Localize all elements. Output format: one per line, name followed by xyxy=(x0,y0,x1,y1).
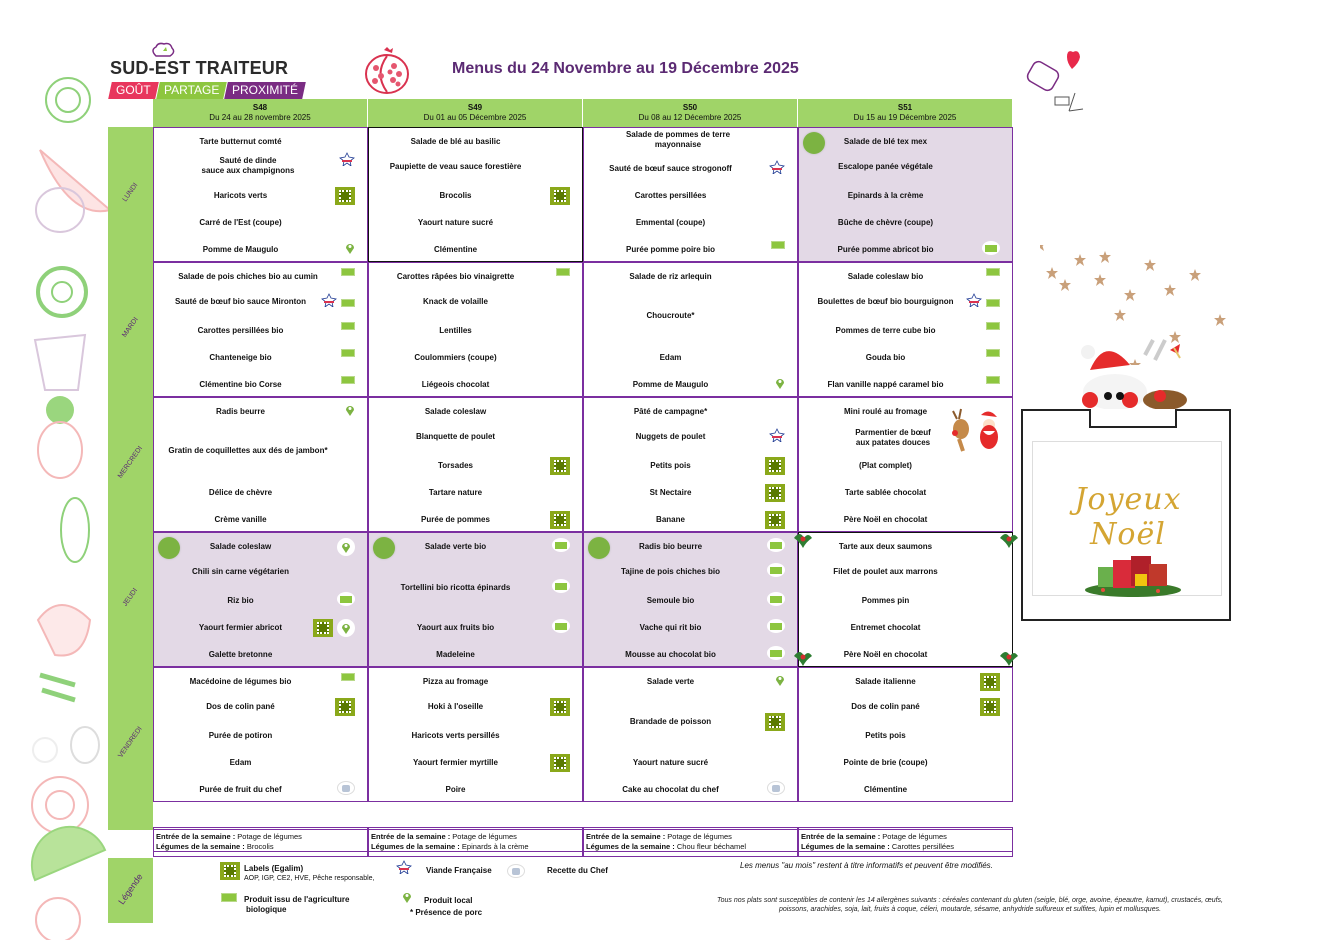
menu-table xyxy=(108,99,1015,851)
menu-item: Carottes persillées bio xyxy=(197,326,284,335)
menu-item: Chili sin carne végétarien xyxy=(192,567,289,576)
menu-cell-mercredi-s49 xyxy=(368,397,583,532)
menu-item: Tarte butternut comté xyxy=(199,137,282,146)
menu-item: Boulettes de bœuf bio bourguignon xyxy=(817,297,954,306)
bio-label-icon xyxy=(552,579,570,593)
item-badges xyxy=(552,579,570,593)
menu-item: Yaourt nature sucré xyxy=(417,218,494,227)
item-badges xyxy=(980,673,1000,691)
menu-item: Tajine de pois chiches bio xyxy=(621,567,720,576)
item-badges xyxy=(335,698,355,716)
produit-local-icon xyxy=(337,538,355,556)
reindeer-santa-icon xyxy=(945,405,1005,453)
menu-item: Salade de blé tex mex xyxy=(843,137,928,146)
week-header-s48 xyxy=(153,99,368,127)
menu-item: Gratin de coquillettes aux dés de jambon* xyxy=(168,446,328,455)
menu-item: Liégeois chocolat xyxy=(421,380,490,389)
weekly-summary-row xyxy=(153,829,1015,857)
egalim-label-icon xyxy=(765,511,785,529)
egalim-label-icon xyxy=(335,187,355,205)
menu-item: Nuggets de poulet xyxy=(635,432,706,441)
bio-label-icon xyxy=(771,241,785,249)
week-dates: Du 08 au 12 Décembre 2025 xyxy=(638,113,742,122)
menu-item: (Plat complet) xyxy=(859,461,912,470)
menu-cell-jeudi-s50 xyxy=(583,532,798,667)
menu-item: Gouda bio xyxy=(865,353,906,362)
item-badges xyxy=(765,713,785,731)
bio-label-icon xyxy=(341,322,355,330)
item-badges xyxy=(986,349,1000,357)
menu-item: Petits pois xyxy=(865,731,906,740)
santa-reindeer-icon xyxy=(1070,330,1200,410)
item-badges xyxy=(337,538,355,556)
recette-chef-icon xyxy=(767,781,785,795)
brand-name: SUD-EST TRAITEUR xyxy=(110,58,289,78)
bio-label-icon xyxy=(341,268,355,276)
menu-item: Paupiette de veau sauce forestière xyxy=(389,162,522,171)
menu-item: Salade de pois chiches bio au cumin xyxy=(178,272,318,281)
item-badges xyxy=(767,592,785,606)
item-badges xyxy=(341,349,355,357)
egalim-label-icon xyxy=(550,511,570,529)
menu-item: Escalope panée végétale xyxy=(838,162,933,171)
menu-item: Clémentine bio Corse xyxy=(199,380,282,389)
menu-cell-vendredi-s50 xyxy=(583,667,798,802)
menu-item: Emmental (coupe) xyxy=(635,218,706,227)
week-headers xyxy=(153,99,1015,127)
menu-item: Purée de potiron xyxy=(208,731,273,740)
menu-item: Clémentine xyxy=(863,785,908,794)
item-badges xyxy=(982,241,1000,255)
week-dates: Du 15 au 19 Décembre 2025 xyxy=(853,113,957,122)
menu-item: Haricots verts persillés xyxy=(411,731,500,740)
item-badges xyxy=(765,511,785,529)
menu-cell-lundi-s48 xyxy=(153,127,368,262)
item-badges xyxy=(550,698,570,716)
menu-item: Yaourt aux fruits bio xyxy=(416,623,495,632)
bio-label-icon xyxy=(767,646,785,660)
menu-item: Carottes râpées bio vinaigrette xyxy=(396,272,515,281)
item-badges xyxy=(769,428,785,447)
menu-item: Père Noël en chocolat xyxy=(843,515,928,524)
menu-item: Macédoine de légumes bio xyxy=(189,677,292,686)
menu-item: Chanteneige bio xyxy=(209,353,272,362)
produit-local-icon xyxy=(345,403,355,421)
bio-label-icon xyxy=(767,592,785,606)
allergens-notice: Tous nos plats sont susceptibles de contenir les 14 allergènes suivants : céréales contenant du gluten (seigle, blé, orge, avoine, épeautre, kamut), crustacés, œufs, poissons, arachides, soja, lait, fruits à coque, céleri, moutarde, sésame, anhydride sulfureux et sulfites, lupin et mollusques. xyxy=(717,897,1223,913)
menu-item: Epinards à la crème xyxy=(847,191,924,200)
brand-tagline xyxy=(110,82,305,99)
christmas-card-tab xyxy=(1089,409,1177,428)
item-badges xyxy=(339,152,355,171)
item-badges xyxy=(550,457,570,475)
menu-item: Purée pomme abricot bio xyxy=(837,245,934,254)
menu-cell-mardi-s49 xyxy=(368,262,583,397)
produit-local-icon xyxy=(402,891,412,903)
weekly-summary-s48: Entrée de la semaine : Potage de légumes Légumes de la semaine : Brocolis xyxy=(153,829,368,857)
item-badges xyxy=(556,268,570,276)
bio-label-icon xyxy=(986,322,1000,330)
day-label-mardi: MARDI xyxy=(121,316,140,339)
item-badges xyxy=(341,322,355,330)
chef-hat-heart-icon xyxy=(1025,45,1090,115)
item-badges xyxy=(345,403,355,421)
legend-labels-title: Labels (Egalim) xyxy=(244,864,304,873)
menu-item: Purée de pommes xyxy=(421,515,490,524)
menu-item: Sauté de bœuf bio sauce Mironton xyxy=(174,297,307,306)
menu-item: Poire xyxy=(445,785,466,794)
legend-bio xyxy=(244,895,349,915)
egalim-label-icon xyxy=(550,187,570,205)
item-badges xyxy=(767,538,785,552)
item-badges xyxy=(550,511,570,529)
menu-item: St Nectaire xyxy=(649,488,692,497)
viande-francaise-icon xyxy=(769,428,785,447)
egalim-label-icon xyxy=(765,713,785,731)
menu-item: Dos de colin pané xyxy=(851,702,920,711)
bio-label-icon xyxy=(221,893,237,902)
item-badges xyxy=(767,781,785,795)
item-badges xyxy=(765,457,785,475)
menu-item: Semoule bio xyxy=(646,596,695,605)
produit-local-icon xyxy=(775,376,785,394)
item-badges xyxy=(980,698,1000,716)
item-badges xyxy=(966,293,1000,312)
menu-item: Sauté de bœuf sauce strogonoff xyxy=(609,164,732,173)
menu-item: Hoki à l'oseille xyxy=(427,702,484,711)
menu-item: Parmentier de bœuf aux patates douces xyxy=(855,428,931,447)
menu-item: Brocolis xyxy=(439,191,472,200)
weekly-summary-s51: Entrée de la semaine : Potage de légumes Légumes de la semaine : Carottes persillées xyxy=(798,829,1013,857)
brand-logo xyxy=(110,42,320,100)
menu-item: Dos de colin pané xyxy=(206,702,275,711)
menu-item: Blanquette de poulet xyxy=(415,432,496,441)
item-badges xyxy=(313,619,355,637)
bio-label-icon xyxy=(982,241,1000,255)
menu-item: Purée de fruit du chef xyxy=(199,785,282,794)
menu-item: Carré de l'Est (coupe) xyxy=(199,218,282,227)
weekly-summary-s50: Entrée de la semaine : Potage de légumes Légumes de la semaine : Chou fleur béchamel xyxy=(583,829,798,857)
week-code: S50 xyxy=(682,103,698,112)
item-badges xyxy=(765,484,785,502)
decorative-food-doodles xyxy=(30,60,110,940)
menu-item: Petits pois xyxy=(650,461,691,470)
item-badges xyxy=(986,322,1000,330)
produit-local-icon xyxy=(337,619,355,637)
menu-item: Tarte aux deux saumons xyxy=(838,542,933,551)
menu-cell-mercredi-s50 xyxy=(583,397,798,532)
brand-tag-gout: GOÛT xyxy=(108,82,158,99)
menu-item: Salade verte xyxy=(646,677,695,686)
day-label-lundi: LUNDI xyxy=(121,181,140,204)
egalim-label-icon xyxy=(550,698,570,716)
bio-label-icon xyxy=(341,299,355,307)
bio-label-icon xyxy=(767,619,785,633)
pomegranate-icon xyxy=(362,46,412,96)
page-title: Menus du 24 Novembre au 19 Décembre 2025 xyxy=(452,60,799,77)
day-label-mercredi: MERCREDI xyxy=(116,445,145,480)
christmas-card-inner xyxy=(1032,441,1222,596)
produit-local-icon xyxy=(775,673,785,691)
menu-item: Clémentine xyxy=(433,245,478,254)
menu-item: Salade de riz arlequin xyxy=(629,272,712,281)
week-code: S49 xyxy=(467,103,483,112)
legend-labels-sub: AOP, IGP, CE2, HVE, Pêche responsable, xyxy=(244,875,375,882)
week-header-s51 xyxy=(798,99,1013,127)
item-badges xyxy=(986,268,1000,276)
menu-item: Flan vanille nappé caramel bio xyxy=(827,380,944,389)
item-badges xyxy=(767,563,785,577)
legend-labels xyxy=(244,864,374,884)
menu-item: Salade de pommes de terre mayonnaise xyxy=(625,130,731,149)
menu-item: Vache qui rit bio xyxy=(639,623,702,632)
egalim-label-icon xyxy=(765,484,785,502)
item-badges xyxy=(337,592,355,606)
bio-label-icon xyxy=(341,376,355,384)
day-row-mercredi xyxy=(153,397,1015,532)
menu-cell-jeudi-s48 xyxy=(153,532,368,667)
bio-label-icon xyxy=(337,592,355,606)
brand-tag-proximite: PROXIMITÉ xyxy=(224,82,306,99)
menu-item: Pointe de brie (coupe) xyxy=(843,758,928,767)
menu-cell-lundi-s51 xyxy=(798,127,1013,262)
menu-item: Radis bio beurre xyxy=(638,542,703,551)
bio-label-icon xyxy=(556,268,570,276)
menu-item: Pomme de Maugulo xyxy=(632,380,709,389)
menu-item: Riz bio xyxy=(227,596,254,605)
egalim-label-icon xyxy=(335,698,355,716)
item-badges xyxy=(771,241,785,249)
menu-item: Edam xyxy=(229,758,252,767)
menu-item: Entremet chocolat xyxy=(850,623,921,632)
egalim-label-icon xyxy=(220,862,240,880)
egalim-label-icon xyxy=(550,457,570,475)
menu-item: Crème vanille xyxy=(214,515,267,524)
menu-cell-mardi-s48 xyxy=(153,262,368,397)
menu-item: Yaourt fermier abricot xyxy=(198,623,283,632)
menu-item: Délice de chèvre xyxy=(208,488,273,497)
menu-item: Galette bretonne xyxy=(208,650,273,659)
menu-item: Salade coleslaw xyxy=(209,542,272,551)
menu-item: Edam xyxy=(659,353,682,362)
gifts-icon xyxy=(1083,552,1183,597)
item-badges xyxy=(552,538,570,552)
menu-item: Purée pomme poire bio xyxy=(626,245,715,254)
egalim-label-icon xyxy=(980,698,1000,716)
recette-chef-icon xyxy=(507,864,525,878)
viande-francaise-icon xyxy=(321,293,337,312)
legend-title: Légende xyxy=(116,871,145,907)
item-badges xyxy=(345,241,355,259)
menu-item: Filet de poulet aux marrons xyxy=(833,567,938,576)
menu-cell-jeudi-s51 xyxy=(798,532,1013,667)
produit-local-icon xyxy=(345,241,355,259)
menu-item: Tarte sablée chocolat xyxy=(844,488,927,497)
menu-item: Mini roulé au fromage xyxy=(843,407,928,416)
bio-label-icon xyxy=(341,673,355,681)
menu-item: Brandade de poisson xyxy=(629,717,712,726)
menu-item: Tartare nature xyxy=(428,488,483,497)
menu-item: Père Noël en chocolat xyxy=(843,650,928,659)
menu-cell-mardi-s50 xyxy=(583,262,798,397)
menu-item: Choucroute* xyxy=(646,311,695,320)
menu-item: Madeleine xyxy=(436,650,475,659)
item-badges xyxy=(341,376,355,384)
menu-item: Carottes persillées xyxy=(634,191,707,200)
menu-disclaimer: Les menus "au mois" restent à titre informatifs et peuvent être modifiés. xyxy=(740,861,993,870)
item-badges xyxy=(775,376,785,394)
egalim-label-icon xyxy=(765,457,785,475)
viande-francaise-icon xyxy=(966,293,982,312)
holly-icon xyxy=(998,646,1020,668)
legend-bio-line1: Produit issu de l'agriculture xyxy=(244,895,350,904)
chef-hat-logo-icon xyxy=(150,42,176,58)
bio-label-icon xyxy=(552,538,570,552)
bio-label-icon xyxy=(552,619,570,633)
menu-cell-mercredi-s48 xyxy=(153,397,368,532)
food-doodles-icon xyxy=(30,60,120,940)
menu-cell-lundi-s49 xyxy=(368,127,583,262)
item-badges xyxy=(550,754,570,772)
menu-item: Pomme de Maugulo xyxy=(202,245,279,254)
menu-cell-mardi-s51 xyxy=(798,262,1013,397)
menu-item: Pâté de campagne* xyxy=(633,407,708,416)
day-row-vendredi xyxy=(153,667,1015,827)
menu-item: Bûche de chèvre (coupe) xyxy=(837,218,934,227)
menu-item: Salade coleslaw bio xyxy=(847,272,924,281)
egalim-label-icon xyxy=(313,619,333,637)
legend-tab xyxy=(108,858,153,923)
menu-item: Lentilles xyxy=(439,326,472,335)
week-code: S51 xyxy=(897,103,913,112)
menu-item: Cake au chocolat du chef xyxy=(622,785,719,794)
holly-icon xyxy=(792,646,814,668)
viande-francaise-icon xyxy=(396,860,412,874)
legend-viande: Viande Française xyxy=(426,866,492,875)
menu-item: Radis beurre xyxy=(216,407,265,416)
bio-label-icon xyxy=(986,349,1000,357)
menu-item: Pizza au fromage xyxy=(422,677,489,686)
menu-item: Banane xyxy=(656,515,685,524)
recette-chef-icon xyxy=(337,781,355,795)
holly-icon xyxy=(998,528,1020,550)
menu-item: Haricots verts xyxy=(213,191,268,200)
day-row-mardi xyxy=(153,262,1015,397)
week-header-s50 xyxy=(583,99,798,127)
legend-chef: Recette du Chef xyxy=(547,866,608,875)
item-badges xyxy=(335,187,355,205)
menu-item: Tortellini bio ricotta épinards xyxy=(400,583,511,592)
day-row-lundi xyxy=(153,127,1015,262)
item-badges xyxy=(552,619,570,633)
legend-bio-line2: biologique xyxy=(246,905,287,914)
day-label-jeudi: JEUDI xyxy=(121,587,140,608)
christmas-card xyxy=(1021,409,1231,621)
weekly-summary-s49: Entrée de la semaine : Potage de légumes Légumes de la semaine : Epinards à la crème xyxy=(368,829,583,857)
menu-item: Pommes de terre cube bio xyxy=(835,326,936,335)
bio-label-icon xyxy=(986,299,1000,307)
menu-item: Salade verte bio xyxy=(424,542,487,551)
menu-cell-vendredi-s51 xyxy=(798,667,1013,802)
menu-item: Torsades xyxy=(438,461,473,470)
bio-label-icon xyxy=(767,563,785,577)
day-column xyxy=(108,127,153,830)
legend-local: Produit local xyxy=(424,896,473,905)
brand-tag-partage: PARTAGE xyxy=(156,82,227,99)
item-badges xyxy=(775,673,785,691)
bio-label-icon xyxy=(986,268,1000,276)
bio-label-icon xyxy=(986,376,1000,384)
menu-item: Salade de blé au basilic xyxy=(410,137,501,146)
menu-item: Coulommiers (coupe) xyxy=(414,353,497,362)
item-badges xyxy=(321,293,355,312)
holly-icon xyxy=(792,528,814,550)
day-row-jeudi xyxy=(153,532,1015,667)
item-badges xyxy=(767,646,785,660)
item-badges xyxy=(341,268,355,276)
day-label-vendredi: VENDREDI xyxy=(117,725,144,760)
menu-item: Mousse au chocolat bio xyxy=(625,650,716,659)
menu-item: Salade italienne xyxy=(855,677,916,686)
legend-porc: * Présence de porc xyxy=(410,908,483,917)
menu-item: Yaourt fermier myrtille xyxy=(413,758,498,767)
menu-item: Pommes pin xyxy=(861,596,910,605)
viande-francaise-icon xyxy=(339,152,355,171)
bio-label-icon xyxy=(767,538,785,552)
item-badges xyxy=(337,781,355,795)
day-rows xyxy=(153,127,1015,852)
menu-item: Yaourt nature sucré xyxy=(632,758,709,767)
egalim-label-icon xyxy=(980,673,1000,691)
menu-cell-lundi-s50 xyxy=(583,127,798,262)
menu-cell-jeudi-s49 xyxy=(368,532,583,667)
week-dates: Du 24 au 28 novembre 2025 xyxy=(209,113,311,122)
menu-item: Salade coleslaw xyxy=(424,407,487,416)
menu-item: Knack de volaille xyxy=(423,297,488,306)
viande-francaise-icon xyxy=(769,160,785,179)
week-dates: Du 01 au 05 Décembre 2025 xyxy=(423,113,527,122)
menu-item: Sauté de dinde sauce aux champignons xyxy=(201,156,295,175)
item-badges xyxy=(769,160,785,179)
egalim-label-icon xyxy=(550,754,570,772)
bio-label-icon xyxy=(341,349,355,357)
item-badges xyxy=(341,673,355,681)
menu-cell-vendredi-s49 xyxy=(368,667,583,802)
christmas-greeting: Joyeux Noël xyxy=(1074,482,1182,552)
week-code: S48 xyxy=(252,103,268,112)
menu-cell-vendredi-s48 xyxy=(153,667,368,802)
item-badges xyxy=(986,376,1000,384)
week-header-s49 xyxy=(368,99,583,127)
item-badges xyxy=(550,187,570,205)
item-badges xyxy=(767,619,785,633)
